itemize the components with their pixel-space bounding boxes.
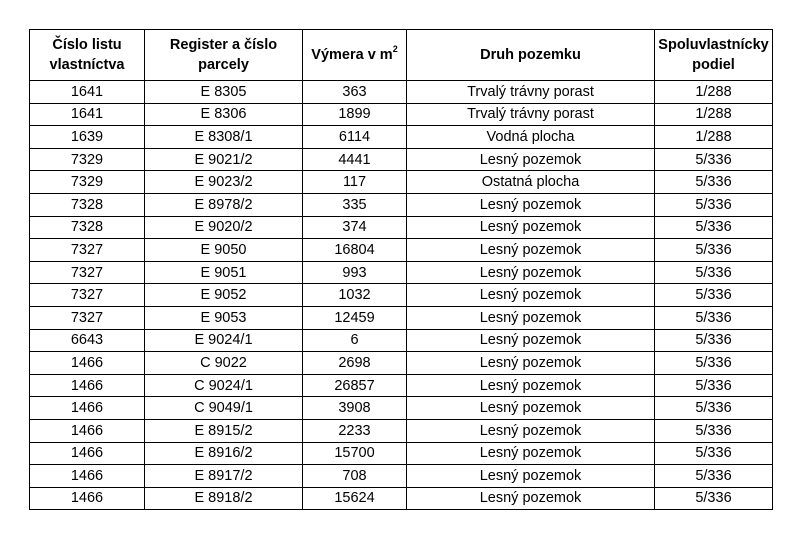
table-row (30, 374, 773, 397)
cell-share: 1/288 (655, 126, 773, 149)
table-row (30, 193, 773, 216)
cell-parcel: C 9022 (145, 352, 303, 375)
cell-land-type: Lesný pozemok (407, 374, 655, 397)
cell-parcel: E 9024/1 (145, 329, 303, 352)
cell-land-type: Lesný pozemok (407, 419, 655, 442)
cell-area: 6114 (303, 126, 407, 149)
cell-sheet-number: 1466 (30, 442, 145, 465)
cell-sheet-number: 7329 (30, 171, 145, 194)
cell-area: 993 (303, 261, 407, 284)
cell-sheet-number: 1466 (30, 352, 145, 375)
cell-land-type: Lesný pozemok (407, 216, 655, 239)
cell-sheet-number: 1466 (30, 465, 145, 488)
cell-land-type: Ostatná plocha (407, 171, 655, 194)
cell-share: 5/336 (655, 487, 773, 510)
cell-land-type: Vodná plocha (407, 126, 655, 149)
cell-area: 1032 (303, 284, 407, 307)
cell-share: 5/336 (655, 261, 773, 284)
cell-sheet-number: 7328 (30, 193, 145, 216)
cell-area: 12459 (303, 306, 407, 329)
header-share-line1: Spoluvlastnícky (658, 37, 769, 53)
cell-area: 3908 (303, 397, 407, 420)
cell-area: 363 (303, 81, 407, 104)
table-body (30, 81, 773, 510)
ownership-table (29, 29, 773, 510)
cell-land-type: Lesný pozemok (407, 306, 655, 329)
cell-sheet-number: 7327 (30, 261, 145, 284)
cell-area: 1899 (303, 103, 407, 126)
cell-area: 335 (303, 193, 407, 216)
cell-sheet-number: 7328 (30, 216, 145, 239)
cell-parcel: E 9050 (145, 239, 303, 262)
cell-sheet-number: 1466 (30, 419, 145, 442)
header-parcel-register-line1: Register a číslo (169, 37, 278, 53)
cell-sheet-number: 6643 (30, 329, 145, 352)
table-row (30, 397, 773, 420)
header-parcel-register-line2: parcely (198, 57, 249, 73)
table-row (30, 306, 773, 329)
cell-sheet-number: 1466 (30, 487, 145, 510)
cell-parcel: E 8916/2 (145, 442, 303, 465)
cell-parcel: E 8306 (145, 103, 303, 126)
cell-sheet-number: 1466 (30, 397, 145, 420)
header-share-line2: podiel (692, 57, 735, 73)
cell-share: 5/336 (655, 374, 773, 397)
cell-share: 1/288 (655, 81, 773, 104)
cell-parcel: E 8915/2 (145, 419, 303, 442)
cell-share: 5/336 (655, 352, 773, 375)
cell-share: 5/336 (655, 171, 773, 194)
cell-share: 5/336 (655, 284, 773, 307)
cell-land-type: Lesný pozemok (407, 397, 655, 420)
cell-share: 5/336 (655, 329, 773, 352)
cell-land-type: Lesný pozemok (407, 239, 655, 262)
table-row (30, 103, 773, 126)
table-row (30, 171, 773, 194)
cell-parcel: E 9020/2 (145, 216, 303, 239)
table-row (30, 148, 773, 171)
cell-area: 6 (303, 329, 407, 352)
cell-share: 5/336 (655, 193, 773, 216)
header-share (655, 30, 773, 81)
cell-share: 5/336 (655, 465, 773, 488)
cell-area: 374 (303, 216, 407, 239)
cell-parcel: E 9051 (145, 261, 303, 284)
cell-land-type: Trvalý trávny porast (407, 81, 655, 104)
cell-sheet-number: 1641 (30, 103, 145, 126)
header-land-type (407, 30, 655, 81)
cell-share: 5/336 (655, 148, 773, 171)
cell-share: 1/288 (655, 103, 773, 126)
cell-land-type: Lesný pozemok (407, 261, 655, 284)
table-header (30, 30, 773, 81)
table-row (30, 352, 773, 375)
cell-land-type: Lesný pozemok (407, 329, 655, 352)
cell-area: 2233 (303, 419, 407, 442)
table-row (30, 442, 773, 465)
cell-sheet-number: 7327 (30, 306, 145, 329)
table-row (30, 284, 773, 307)
cell-land-type: Lesný pozemok (407, 487, 655, 510)
table-row (30, 81, 773, 104)
cell-parcel: E 8308/1 (145, 126, 303, 149)
cell-land-type: Lesný pozemok (407, 352, 655, 375)
cell-share: 5/336 (655, 239, 773, 262)
cell-share: 5/336 (655, 442, 773, 465)
cell-parcel: E 8917/2 (145, 465, 303, 488)
table-row (30, 487, 773, 510)
cell-parcel: E 9052 (145, 284, 303, 307)
cell-share: 5/336 (655, 397, 773, 420)
cell-sheet-number: 1641 (30, 81, 145, 104)
cell-parcel: C 9049/1 (145, 397, 303, 420)
header-land-type-label: Druh pozemku (480, 47, 581, 63)
table-row (30, 261, 773, 284)
cell-land-type: Lesný pozemok (407, 284, 655, 307)
cell-sheet-number: 7327 (30, 284, 145, 307)
header-sheet-number-line2: vlastníctva (49, 57, 125, 73)
cell-sheet-number: 1639 (30, 126, 145, 149)
cell-land-type: Lesný pozemok (407, 465, 655, 488)
cell-land-type: Lesný pozemok (407, 148, 655, 171)
cell-parcel: E 8978/2 (145, 193, 303, 216)
cell-parcel: E 9053 (145, 306, 303, 329)
header-row (30, 30, 773, 81)
cell-parcel: E 9023/2 (145, 171, 303, 194)
cell-area: 15700 (303, 442, 407, 465)
cell-share: 5/336 (655, 306, 773, 329)
cell-sheet-number: 1466 (30, 374, 145, 397)
cell-parcel: E 8305 (145, 81, 303, 104)
cell-parcel: E 9021/2 (145, 148, 303, 171)
header-area-superscript: 2 (392, 44, 398, 55)
header-parcel-register (145, 30, 303, 81)
header-area (303, 30, 407, 81)
cell-area: 2698 (303, 352, 407, 375)
cell-area: 16804 (303, 239, 407, 262)
table-row (30, 126, 773, 149)
table-row (30, 465, 773, 488)
cell-area: 117 (303, 171, 407, 194)
cell-sheet-number: 7329 (30, 148, 145, 171)
cell-area: 15624 (303, 487, 407, 510)
cell-area: 26857 (303, 374, 407, 397)
table-row (30, 216, 773, 239)
table-row (30, 239, 773, 262)
header-sheet-number (30, 30, 145, 81)
cell-area: 708 (303, 465, 407, 488)
table-row (30, 419, 773, 442)
cell-parcel: E 8918/2 (145, 487, 303, 510)
cell-share: 5/336 (655, 419, 773, 442)
header-area-label: Výmera v m (311, 47, 393, 63)
cell-share: 5/336 (655, 216, 773, 239)
cell-land-type: Trvalý trávny porast (407, 103, 655, 126)
header-sheet-number-line1: Číslo listu (52, 37, 122, 53)
table-row (30, 329, 773, 352)
cell-parcel: C 9024/1 (145, 374, 303, 397)
cell-land-type: Lesný pozemok (407, 442, 655, 465)
cell-area: 4441 (303, 148, 407, 171)
cell-sheet-number: 7327 (30, 239, 145, 262)
cell-land-type: Lesný pozemok (407, 193, 655, 216)
